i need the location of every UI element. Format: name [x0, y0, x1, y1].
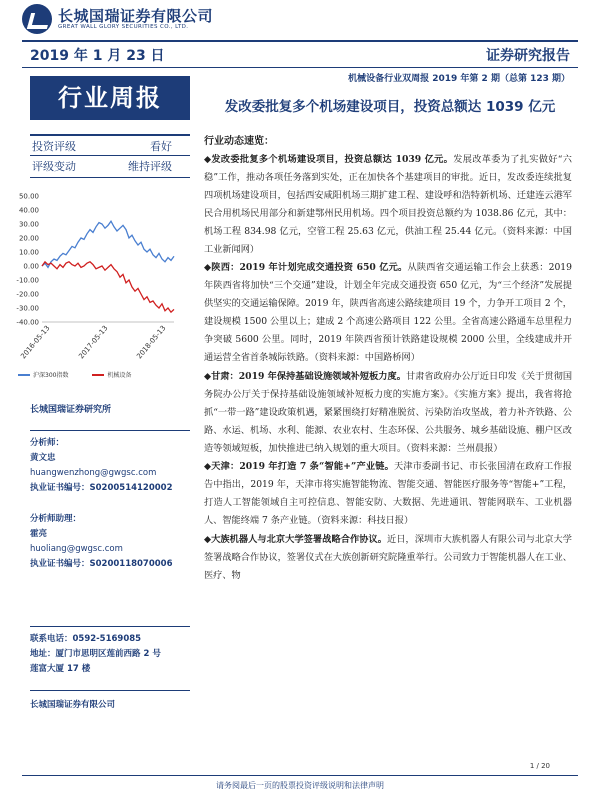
series-line-0	[42, 221, 174, 267]
analyst-email[interactable]: huangwenzhong@gwgsc.com	[30, 468, 157, 478]
chart-svg	[12, 190, 192, 370]
company-logo	[22, 4, 272, 34]
news-item	[204, 458, 572, 530]
company-footer-name	[30, 698, 115, 713]
rating-row-change	[30, 156, 190, 178]
legend-swatch	[92, 374, 104, 376]
y-tick-label: -20.00	[16, 290, 39, 299]
analyst-name: 黄文忠	[30, 453, 56, 463]
legend-label: 机械设备	[107, 372, 132, 379]
x-tick-label: 2018-05-13	[135, 324, 168, 361]
contact-info	[30, 632, 161, 677]
y-tick-label: 40.00	[18, 206, 39, 215]
news-item	[204, 259, 572, 366]
left-divider	[30, 626, 190, 627]
report-series: 机械设备行业双周报 2019 年第 2 期（总第 123 期）	[348, 74, 570, 84]
news-lead: ◆甘肃：2019 年保持基础设施领域补短板力度。	[204, 370, 406, 382]
y-tick-label: 20.00	[18, 234, 39, 243]
news-lead: ◆陕西：2019 年计划完成交通投资 650 亿元。	[204, 262, 408, 274]
legend-label: 沪深300指数	[33, 372, 69, 379]
contact-address-2: 莲富大厦 17 楼	[30, 664, 91, 674]
x-tick-label: 2016-05-13	[19, 324, 52, 361]
report-type: 证券研究报告	[486, 48, 570, 64]
report-title: 发改委批复多个机场建设项目，投资总额达 1039 亿元	[224, 99, 556, 115]
company-name-en: GREAT WALL GLORY SECURITIES CO., LTD.	[58, 24, 189, 30]
y-tick-label: -30.00	[16, 304, 39, 313]
header-divider	[22, 40, 578, 42]
assistant-name: 霍亮	[30, 529, 48, 539]
left-divider	[30, 430, 190, 431]
contact-phone: 联系电话：0592-5169085	[30, 634, 142, 644]
x-tick-label: 2017-05-13	[77, 324, 110, 361]
analyst-cert: 执业证书编号：S0200514120002	[30, 483, 173, 493]
performance-chart	[12, 190, 192, 386]
analyst-info	[30, 436, 173, 496]
legend-item-machinery	[92, 370, 131, 379]
rating-row-investment	[30, 134, 190, 156]
analyst-label: 分析师：	[30, 438, 65, 448]
research-institute: 长城国瑞证券研究所	[30, 405, 112, 415]
y-tick-label: 10.00	[18, 248, 39, 257]
footer-disclaimer: 请务阅最后一页的股票投资评级说明和法律声明	[216, 781, 384, 790]
weekly-banner: 行业周报	[30, 76, 190, 120]
news-text: 发展改革委为了扎实做好“六稳”工作，推动各项任务落到实处，正在加快各个基建项目的审批。近日，发改委连续批复四项机场建设项目，包括西安咸阳机场三期扩建工程、建设呼和浩特新机场、迁建连云港军民合用机场民用部分和新建鄂州民用机场。四个项目投资总额约为 1038.86 亿元，其中：机场工程 834.98 亿元，空管工程 25.63 亿元，供油工程 25.44 亿元。（资料来源：中国工业新闻网）	[204, 154, 572, 255]
rating-table	[30, 130, 190, 178]
news-lead: ◆大族机器人与北京大学签署战略合作协议。	[204, 534, 387, 546]
section-heading: 行业动态速览：	[204, 136, 274, 147]
assistant-cert: 执业证书编号：S0200118070006	[30, 559, 173, 569]
news-item	[204, 531, 572, 585]
news-lead: ◆天津：2019 年打造 7 条“智能+”产业链。	[204, 461, 394, 473]
chart-legend	[18, 370, 198, 379]
page-number: 1 / 20	[529, 762, 550, 770]
header-divider-2	[22, 67, 578, 68]
news-item	[204, 368, 572, 458]
contact-address: 地址：厦门市思明区莲前西路 2 号	[30, 649, 161, 659]
news-text: 从陕西省交通运输工作会上获悉：2019 年陕西省将加快“三个交通”建设，计划全年完成交通投资 650 亿元，为“三个经济”发展提供坚实的交通运输保障。2019 年，陕西省高速公路续建项目 19 个，力争开工项目 2 个，建设规模 1500 公里以上；建成 2 个高速公路项目 122 公里。全省高速公路通车总里程力争突破 5600 公里。同时，2019 年陕西省预计铁路建设规模 2000 公里，全线建成并开通运营全省首条城际铁路。（资料来源：中国路桥网）	[204, 262, 572, 363]
rating-label: 投资评级	[32, 140, 76, 153]
y-tick-label: -40.00	[16, 318, 39, 327]
assistant-email[interactable]: huoliang@gwgsc.com	[30, 544, 123, 554]
company-name: 长城国瑞证券有限公司	[30, 700, 116, 710]
y-tick-label: -10.00	[16, 276, 39, 285]
main-content	[204, 132, 572, 586]
news-text: 天津市委副书记、市长张国清在政府工作报告中指出，2019 年，天津市将实施智能物流、智能交通、智能医疗服务等“智能+”工程，打造人工智能领域自主可控信息、智能安防、大数据、先进通讯、智能网联车、工业机器人、智能终端 7 条产业链。（资料来源：科技日报）	[204, 461, 572, 527]
y-tick-label: 30.00	[18, 220, 39, 229]
left-divider	[30, 690, 190, 691]
assistant-info	[30, 512, 173, 572]
y-tick-label: 0.00	[23, 262, 39, 271]
legend-item-index	[18, 370, 68, 379]
logo-icon	[22, 4, 52, 34]
news-text: 近日，深圳市大族机器人有限公司与北京大学签署战略合作协议，签署仪式在大族创新研究院隆重举行。公司致力于智能机器人在工业、医疗、物	[204, 534, 572, 581]
company-name-cn: 长城国瑞证券有限公司	[58, 7, 214, 25]
news-text: 甘肃省政府办公厅近日印发《关于贯彻国务院办公厅关于保持基础设施领域补短板力度的实施方案》。《实施方案》提出，我省将抢抓“一带一路”建设政策机遇，紧紧围绕打好精准脱贫、污染防治攻坚战，着力补齐铁路、公路、水运、机场、水利、能源、农业农村、生态环保、公共服务、城乡基础设施、棚户区改造等领域短板，加快推进已纳入规划的重大项目。（资料来源：兰州晨报）	[204, 370, 573, 454]
footer-divider	[22, 775, 578, 776]
legend-swatch	[18, 374, 30, 376]
news-item	[204, 151, 572, 258]
rating-value: 看好	[150, 140, 172, 153]
report-date: 2019 年 1 月 23 日	[30, 48, 165, 64]
y-tick-label: 50.00	[18, 192, 39, 201]
rating-value: 维持评级	[128, 160, 172, 173]
rating-label: 评级变动	[32, 160, 76, 173]
series-line-1	[42, 262, 174, 312]
news-lead: ◆发改委批复多个机场建设项目，投资总额达 1039 亿元。	[204, 154, 454, 165]
assistant-label: 分析师助理：	[30, 514, 82, 524]
